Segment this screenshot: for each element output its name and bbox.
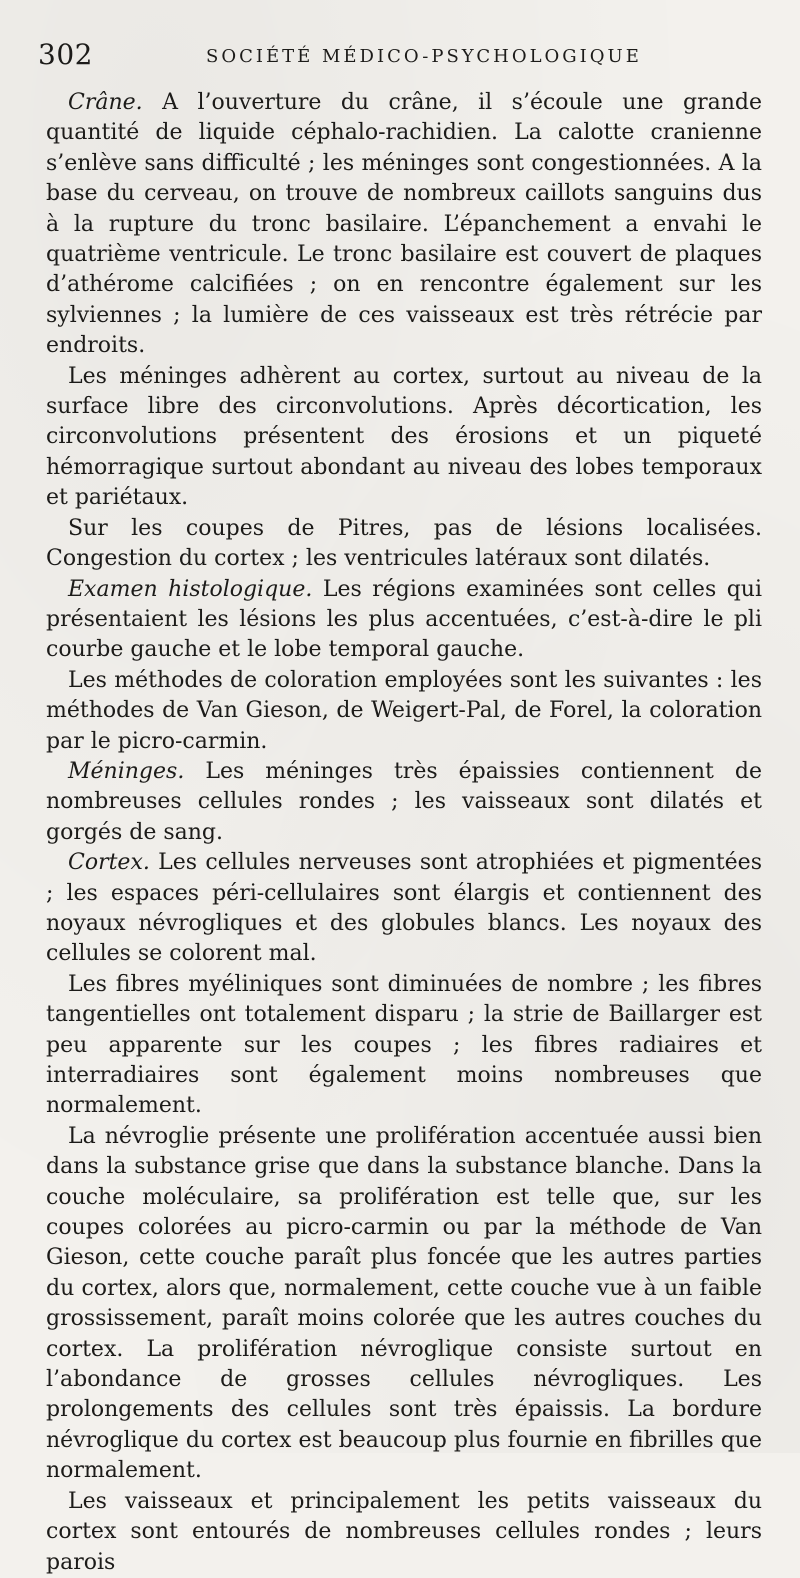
section-lead: Examen histologique.	[68, 576, 313, 602]
paragraph-cortex	[46, 848, 762, 970]
paragraph-text: La névroglie présente une prolifération accentuée aussi bien dans la substance grise que dans la substance blanche. Dans la couche moléculaire, sa prolifération est telle que, sur les coupes colorées au picro-carmin ou par la méthode de Van Gieson, cette couche paraît plus foncée que les autres parties du cortex, alors que, normalement, cette couche vue à un faible grossissement, paraît moins colorée que les autres couches du cortex. La prolifération névroglique consiste surtout en l’abondance de grosses cellules névrogliques. Les prolongements des cellules sont très épaissis. La bordure névroglique du cortex est beaucoup plus fournie en fibrilles que normalement.	[46, 1123, 762, 1484]
paragraph-crane	[46, 88, 762, 362]
section-lead: Crâne.	[68, 90, 143, 115]
paragraph-neuroglia	[46, 1122, 762, 1487]
paragraph-vessels	[46, 1487, 762, 1578]
paragraph-myelin-fibres	[46, 970, 762, 1122]
paragraph-text: A l’ouverture du crâne, il s’écoule une grande quantité de liquide céphalo-rachidien. La calotte cranienne s’enlève sans difficulté ; les méninges sont congestionnées. A la base du cerveau, on trouve de nombreux caillots sanguins dus à la rupture du tronc basilaire. L’épanchement a envahi le quatrième ventricule. Le tronc basilaire est couvert de plaques d’athérome calcifiées ; on en rencontre également sur les sylviennes ; la lumière de ces vaisseaux est très rétrécie par endroits.	[46, 90, 762, 359]
body-text	[46, 88, 762, 1578]
running-head	[38, 38, 762, 88]
paragraph-text: Sur les coupes de Pitres, pas de lésions localisées. Congestion du cortex ; les ventricules latéraux sont dilatés.	[46, 515, 762, 572]
paragraph-text: Les fibres myéliniques sont diminuées de nombre ; les fibres tangentielles ont totalement disparu ; la strie de Baillarger est peu apparente sur les coupes ; les fibres radiaires et interradiaires sont également moins nombreuses que normalement.	[46, 971, 762, 1119]
section-lead: Cortex.	[68, 850, 150, 876]
paragraph-text: Les régions examinées sont celles qui présentaient les lésions les plus accentuées, c’est-à-dire le pli courbe gauche et le lobe temporal gauche.	[46, 576, 762, 663]
section-lead: Méninges.	[68, 758, 185, 784]
paragraph-text: Les méninges très épaissies contiennent de nombreuses cellules rondes ; les vaisseaux sont dilatés et gorgés de sang.	[46, 758, 762, 845]
paragraph-meninges-adherence	[46, 362, 762, 514]
paragraph-text: Les vaisseaux et principalement les petits vaisseaux du cortex sont entourés de nombreuses cellules rondes ; leurs parois	[46, 1488, 762, 1575]
paragraph-staining-methods	[46, 666, 762, 757]
running-title: SOCIÉTÉ MÉDICO-PSYCHOLOGIQUE	[206, 46, 642, 67]
paragraph-text: Les méninges adhèrent au cortex, surtout au niveau de la surface libre des circonvolutions. Après décortication, les circonvolutions présentent des érosions et un piqueté hémorragique surtout abondant au niveau des lobes temporaux et pariétaux.	[46, 363, 762, 511]
paragraph-pitres-sections	[46, 514, 762, 575]
paragraph-text: Les cellules nerveuses sont atrophiées et pigmentées ; les espaces péri-cellulaires sont élargis et contiennent des noyaux névrogliques et des globules blancs. Les noyaux des cellules se colorent mal.	[46, 850, 762, 967]
paragraph-meninges	[46, 757, 762, 848]
paragraph-histology	[46, 575, 762, 666]
paragraph-text: Les méthodes de coloration employées sont les suivantes : les méthodes de Van Gieson, de Weigert-Pal, de Forel, la coloration par le picro-carmin.	[46, 667, 762, 754]
page-number: 302	[38, 38, 93, 71]
